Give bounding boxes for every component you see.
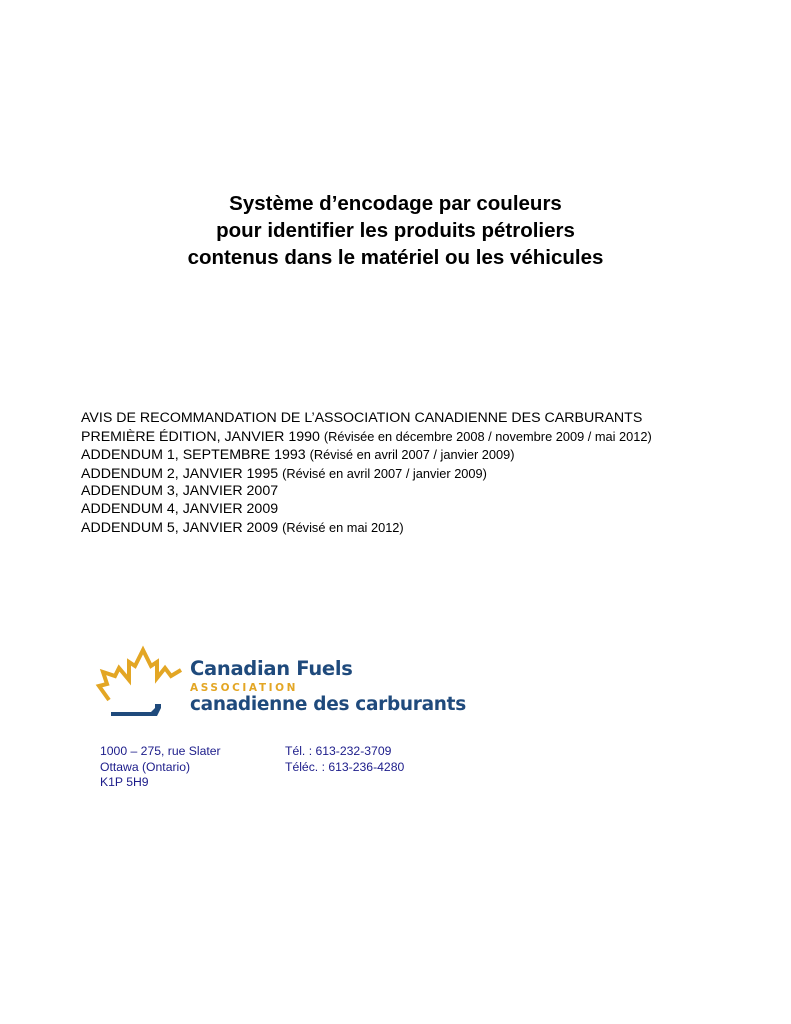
logo-name-fr: canadienne des carburants xyxy=(190,694,466,715)
address-street: 1000 – 275, rue Slater xyxy=(100,744,221,758)
title-line-3: contenus dans le matériel ou les véhicules xyxy=(187,246,604,269)
address-postal-code: K1P 5H9 xyxy=(100,775,149,789)
notice-heading: AVIS DE RECOMMANDATION DE L’ASSOCIATION CANADIENNE DES CARBURANTS xyxy=(81,410,643,426)
edition-line xyxy=(81,501,771,519)
edition-note: (Révisé en avril 2007 / janvier 2009) xyxy=(282,465,487,481)
edition-note: (Révisé en avril 2007 / janvier 2009) xyxy=(309,447,515,463)
document-title xyxy=(0,190,791,271)
postal-address xyxy=(100,744,221,791)
address-city: Ottawa (Ontario) xyxy=(100,759,191,774)
edition-line xyxy=(81,465,771,484)
edition-label: PREMIÈRE ÉDITION, JANVIER 1990 xyxy=(81,428,320,445)
logo-name-en: Canadian Fuels xyxy=(190,657,353,680)
edition-label: ADDENDUM 2, JANVIER 1995 xyxy=(81,465,279,482)
arrow-base-icon xyxy=(111,704,161,716)
fax-number: Téléc. : 613-236-4280 xyxy=(285,759,405,774)
edition-note: (Révisée en décembre 2008 / novembre 2009 / mai 2012) xyxy=(323,428,652,444)
recommendation-notice xyxy=(81,410,771,537)
contact-info xyxy=(285,744,404,775)
edition-line xyxy=(81,428,771,447)
edition-line xyxy=(81,519,771,538)
edition-note: (Révisé en mai 2012) xyxy=(282,519,404,535)
edition-label: ADDENDUM 3, JANVIER 2007 xyxy=(81,483,279,500)
title-line-2: pour identifier les produits pétroliers xyxy=(216,219,575,242)
maple-leaf-outline-icon xyxy=(99,650,181,700)
logo-association: ASSOCIATION xyxy=(190,682,299,694)
edition-label: ADDENDUM 5, JANVIER 2009 xyxy=(81,519,279,536)
phone-number: Tél. : 613-232-3709 xyxy=(285,744,392,758)
edition-label: ADDENDUM 4, JANVIER 2009 xyxy=(81,500,279,517)
edition-label: ADDENDUM 1, SEPTEMBRE 1993 xyxy=(81,447,306,464)
edition-line xyxy=(81,446,771,465)
edition-line xyxy=(81,483,771,501)
logo-wordmark xyxy=(190,659,466,715)
title-line-1: Système d’encodage par couleurs xyxy=(229,192,562,215)
